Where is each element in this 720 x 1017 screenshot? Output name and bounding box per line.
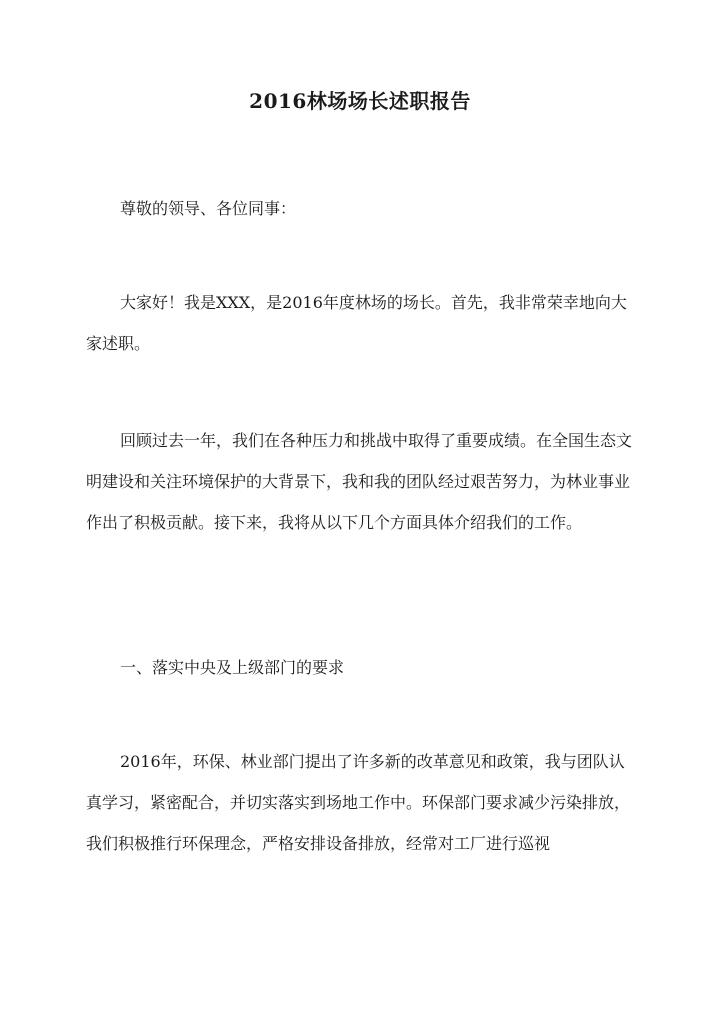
section-heading-1: 一、落实中央及上级部门的要求 bbox=[120, 658, 345, 677]
greeting-paragraph: 大家好！我是XXX，是2016年度林场的场长。首先，我非常荣幸地向大家述职。 bbox=[86, 293, 627, 353]
document-title: 2016林场场长述职报告 bbox=[249, 89, 471, 113]
salutation-paragraph: 尊敬的领导、各位同事： bbox=[120, 199, 297, 218]
review-paragraph: 回顾过去一年，我们在各种压力和挑战中取得了重要成绩。在全国生态文明建设和关注环境保护的大背景下，我和我的团队经过艰苦努力，为林业事业作出了积极贡献。接下来，我将从以下几个方面具体介绍我们的工作。 bbox=[86, 431, 633, 532]
section-1-paragraph: 2016年，环保、林业部门提出了许多新的改革意见和政策，我与团队认真学习，紧密配合，并切实落实到场地工作中。环保部门要求减少污染排放，我们积极推行环保理念，严格安排设备排放，经常对工厂进行巡视 bbox=[86, 752, 631, 853]
